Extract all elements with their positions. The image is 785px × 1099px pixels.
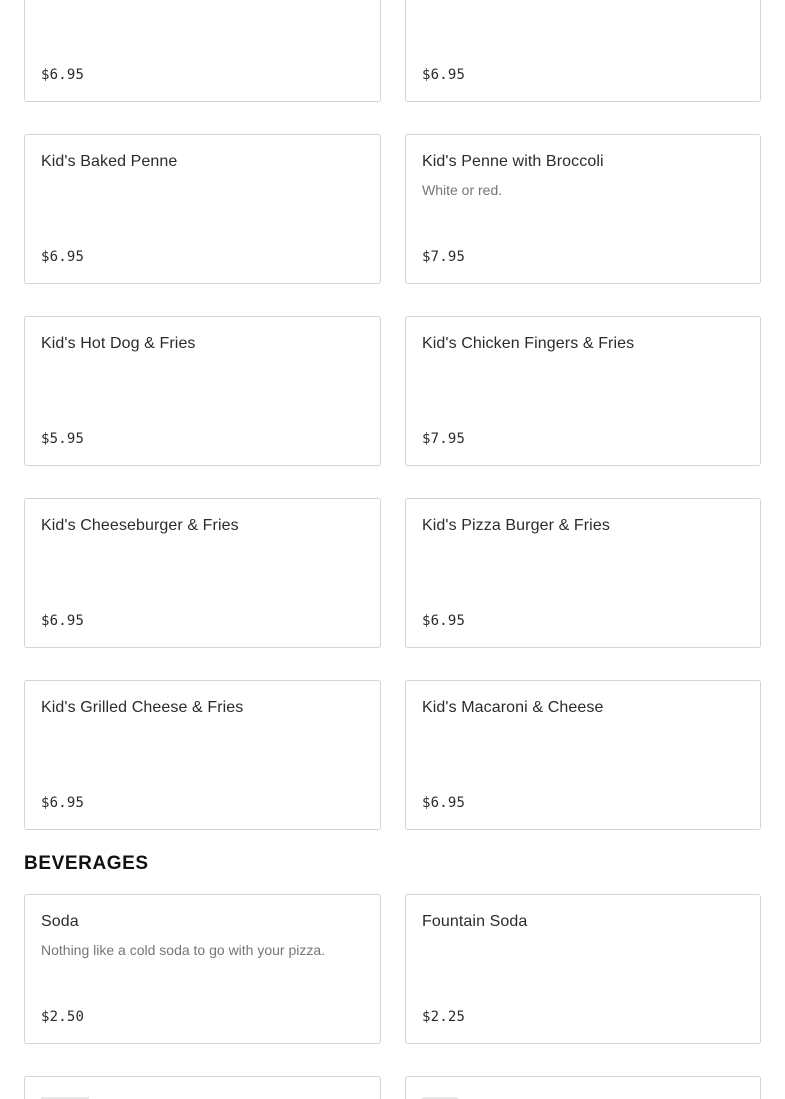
item-name: Kid's Cheeseburger & Fries — [41, 517, 239, 534]
menu-item-card[interactable] — [24, 134, 381, 284]
item-name: Kid's Macaroni & Cheese — [422, 699, 604, 716]
item-price: $6.95 — [41, 613, 85, 629]
item-price: $7.95 — [422, 249, 466, 265]
item-name: Kid's Penne with Broccoli — [422, 153, 604, 170]
item-price: $7.95 — [422, 431, 466, 447]
item-name: Kid's Grilled Cheese & Fries — [41, 699, 244, 716]
menu-item-card[interactable] — [24, 316, 381, 466]
item-name: Kid's Chicken Fingers & Fries — [422, 335, 635, 352]
menu-item-card[interactable] — [24, 0, 381, 102]
menu-item-card[interactable] — [405, 498, 761, 648]
item-price: $6.95 — [41, 795, 85, 811]
menu-item-card[interactable] — [24, 1076, 381, 1099]
item-price: $6.95 — [422, 613, 466, 629]
item-price: $5.95 — [41, 431, 85, 447]
menu-item-card[interactable] — [405, 680, 761, 830]
item-price: $6.95 — [41, 249, 85, 265]
item-name: Fountain Soda — [422, 913, 528, 930]
menu-item-card[interactable] — [24, 894, 381, 1044]
menu-item-card[interactable] — [405, 316, 761, 466]
menu-item-card[interactable] — [405, 0, 761, 102]
menu-item-card[interactable] — [24, 680, 381, 830]
item-price: $6.95 — [41, 67, 85, 83]
item-description: White or red. — [422, 182, 503, 198]
item-name: Kid's Baked Penne — [41, 153, 178, 170]
item-description: Nothing like a cold soda to go with your pizza. — [41, 942, 326, 958]
item-price: $2.50 — [41, 1009, 85, 1025]
menu-item-card[interactable] — [24, 498, 381, 648]
menu-item-card[interactable] — [405, 1076, 761, 1099]
item-price: $2.25 — [422, 1009, 466, 1025]
item-name: Kid's Pizza Burger & Fries — [422, 517, 610, 534]
menu-item-card[interactable] — [405, 134, 761, 284]
item-name: Soda — [41, 913, 79, 930]
menu-item-card[interactable] — [405, 894, 761, 1044]
item-name: Kid's Hot Dog & Fries — [41, 335, 196, 352]
item-price: $6.95 — [422, 795, 466, 811]
section-heading-beverages: BEVERAGES — [24, 853, 149, 874]
item-price: $6.95 — [422, 67, 466, 83]
